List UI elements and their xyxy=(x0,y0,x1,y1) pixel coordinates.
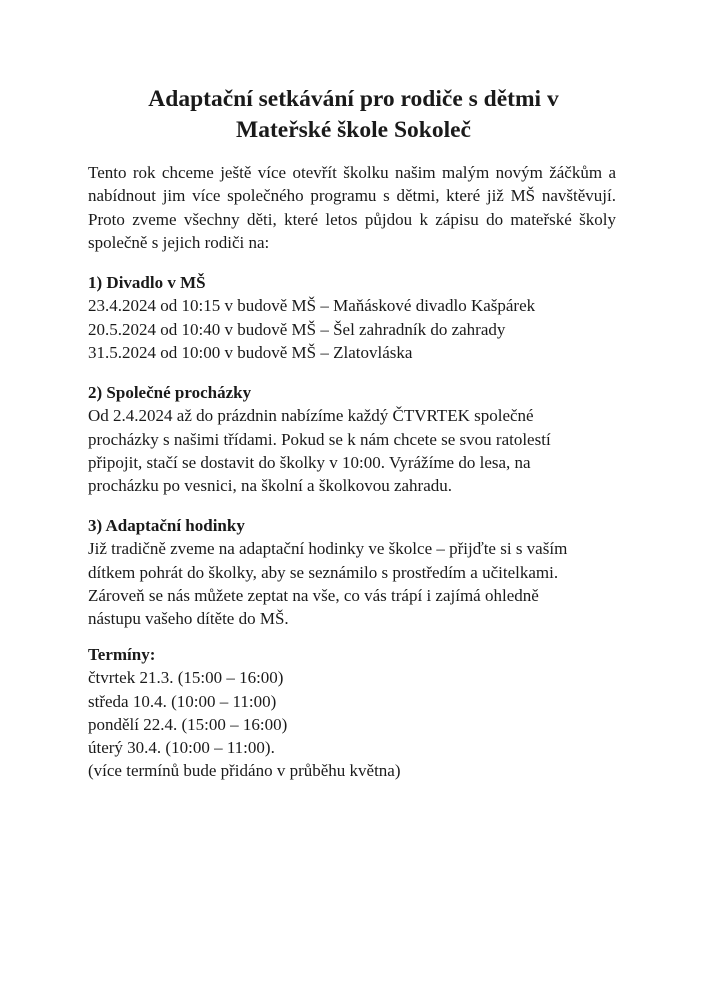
hodinky-text-line: Zároveň se nás můžete zeptat na vše, co vás trápí i zajímá ohledně xyxy=(88,585,539,605)
hodinky-text-line: Již tradičně zveme na adaptační hodinky ve školce – přijďte si s vaším xyxy=(88,539,568,559)
termin-item: středa 10.4. (10:00 – 11:00) xyxy=(88,691,277,711)
termin-item: pondělí 22.4. (15:00 – 16:00) xyxy=(88,714,288,734)
prochazky-text-line: připojit, stačí se dostavit do školky v 10:00. Vyrážíme do lesa, na xyxy=(88,452,531,472)
section-heading-hodinky: 3) Adaptační hodinky xyxy=(88,516,245,535)
hodinky-text-line: nástupu vašeho dítěte do MŠ. xyxy=(88,609,289,629)
hodinky-text-line: dítkem pohrát do školky, aby se seznámilo s prostředím a učitelkami. xyxy=(88,562,559,582)
section-heading-terminy: Termíny: xyxy=(88,645,156,664)
termin-item: čtvrtek 21.3. (15:00 – 16:00) xyxy=(88,668,284,688)
prochazky-text-line: procházky s našimi třídami. Pokud se k nám chcete se svou ratolestí xyxy=(88,429,551,449)
title-line-2: Mateřské škole Sokoleč xyxy=(236,117,471,143)
section-divadlo xyxy=(88,271,628,364)
section-heading-divadlo: 1) Divadlo v MŠ xyxy=(88,273,206,292)
section-heading-prochazky: 2) Společné procházky xyxy=(88,383,252,402)
section-terminy xyxy=(88,643,628,783)
divadlo-item: 31.5.2024 od 10:00 v budově MŠ – Zlatovláska xyxy=(88,342,413,362)
divadlo-item: 20.5.2024 od 10:40 v budově MŠ – Šel zahradník do zahrady xyxy=(88,319,506,339)
intro-paragraph: Tento rok chceme ještě více otevřít školku našim malým novým žáčkům a nabídnout jim více společného programu s dětmi, které již MŠ navštěvují. Proto zveme všechny děti, které letos půjdou k zápisu do mateřské školy společně s jejich rodiči na: xyxy=(88,163,616,252)
section-hodinky xyxy=(88,514,628,630)
termin-note: (více termínů bude přidáno v průběhu května) xyxy=(88,761,401,781)
section-prochazky xyxy=(88,381,628,497)
divadlo-item: 23.4.2024 od 10:15 v budově MŠ – Maňáskové divadlo Kašpárek xyxy=(88,296,536,316)
title-line-1: Adaptační setkávání pro rodiče s dětmi v xyxy=(148,86,559,112)
document-title xyxy=(60,84,647,146)
termin-item: úterý 30.4. (10:00 – 11:00). xyxy=(88,738,275,758)
prochazky-text-line: Od 2.4.2024 až do prázdnin nabízíme každý ČTVRTEK společné xyxy=(88,406,534,426)
prochazky-text-line: procházku po vesnici, na školní a školkovou zahradu. xyxy=(88,476,452,496)
